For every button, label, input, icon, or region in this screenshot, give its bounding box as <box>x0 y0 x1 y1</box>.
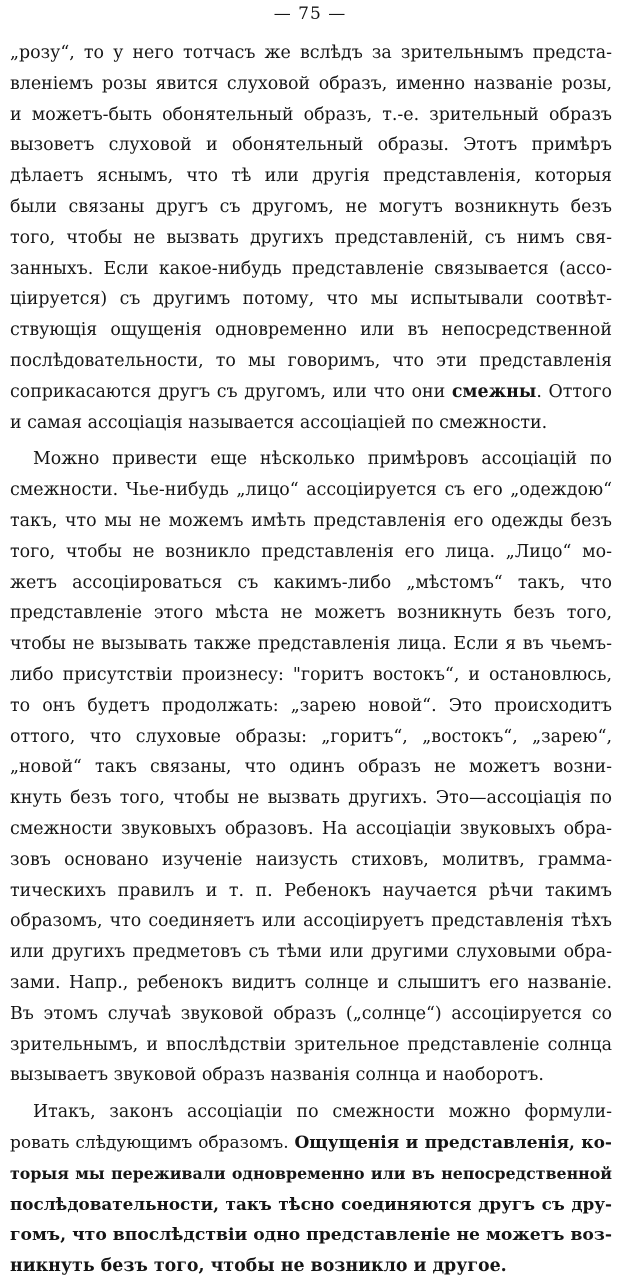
text-line: тическихъ правилъ и т. п. Ребенокъ научается рѣчи такимъ <box>10 880 612 901</box>
law-statement-line: послѣдовательности, такъ тѣсно соединяются другъ съ дру- <box>10 1194 612 1215</box>
text-line: „новой“ такъ связаны, что одинъ образъ не можетъ возни- <box>10 757 612 778</box>
text-line: жетъ ассоціироваться съ какимъ-либо „мѣстомъ“ такъ, что <box>10 572 612 593</box>
text-span: . Оттого <box>536 381 612 402</box>
text-line: послѣдовательности, то мы говоримъ, что эти представленія <box>10 350 612 371</box>
law-statement-line: торыя мы переживали одновременно или въ непосредственной <box>10 1163 612 1183</box>
text-line: зами. Напр., ребенокъ видитъ солнце и слышитъ его названіе. <box>10 972 612 993</box>
body-text <box>10 38 612 1282</box>
law-statement: Ощущенія и представленія, ко- <box>294 1132 612 1153</box>
text-span: ровать слѣдующимъ образомъ. <box>10 1132 295 1153</box>
text-line: вызываетъ звуковой образъ названія солнца и наоборотъ. <box>10 1065 544 1086</box>
text-line: Можно привести еще нѣсколько примѣровъ ассоціацій по <box>33 449 612 470</box>
text-line <box>10 377 612 408</box>
text-line: того, чтобы не вызвать другихъ представленій, съ нимъ свя- <box>10 227 612 248</box>
text-line: ствующія ощущенія одновременно или въ непосредственной <box>10 320 612 341</box>
text-line: либо присутствіи произнесу: "горитъ востокъ“, и остановлюсь, <box>10 664 612 685</box>
text-line: Въ этомъ случаѣ звуковой образъ („солнце“) ассоціируется со <box>10 1003 612 1024</box>
text-line: зовъ основано изученіе наизусть стиховъ, молитвъ, грамма- <box>10 849 612 870</box>
text-line: кнуть безъ того, чтобы не вызвать другихъ. Это—ассоціація по <box>10 788 612 809</box>
text-line: или другихъ предметовъ съ тѣми или другими слуховыми обра- <box>10 942 612 963</box>
text-line: и самая ассоціація называется ассоціаціей по смежности. <box>10 412 548 433</box>
text-line: ціируется) съ другимъ потому, что мы испытывали соотвѣт- <box>10 289 612 310</box>
text-line: были связаны другъ съ другомъ, не могутъ возникнуть безъ <box>10 196 612 217</box>
text-span: соприкасаются другъ съ другомъ, или что они <box>10 381 452 402</box>
text-line: чтобы не вызывать также представленія лица. Если я въ чьемъ- <box>10 634 612 655</box>
text-line: и можетъ-быть обонятельный образъ, т.-е. зрительный образъ <box>10 104 612 125</box>
text-line: то онъ будетъ продолжать: „зарею новой“. Это происходитъ <box>10 695 612 716</box>
text-line: „розу“, то у него тотчасъ же вслѣдъ за зрительнымъ предста- <box>10 43 612 63</box>
text-line: дѣлаетъ яснымъ, что тѣ или другія представленія, которыя <box>10 166 612 187</box>
text-line: того, чтобы не возникло представленія его лица. „Лицо“ мо- <box>10 541 612 562</box>
law-statement-line: гомъ, что впослѣдствіи одно представленіе не можетъ воз- <box>10 1225 612 1246</box>
emphasis-term: смежны <box>451 381 537 402</box>
page-number: — 75 — <box>273 4 347 24</box>
text-line: представленіе этого мѣста не можетъ возникнуть безъ того, <box>10 603 612 624</box>
text-line: оттого, что слуховые образы: „горитъ“, „востокъ“, „зарею“, <box>10 726 612 747</box>
text-line: вызоветъ слуховой и обонятельный образы. Этотъ примѣръ <box>10 135 612 156</box>
text-line: образомъ, что соединяетъ или ассоціируетъ представленія тѣхъ <box>10 911 612 932</box>
text-line: занныхъ. Если какое-нибудь представленіе связывается (ассо- <box>10 258 612 279</box>
text-line <box>10 1128 612 1159</box>
text-line: Итакъ, законъ ассоціаціи по смежности можно формули- <box>33 1102 612 1123</box>
text-line: вленіемъ розы явится слуховой образъ, именно названіе розы, <box>10 73 612 94</box>
text-line: смежности. Чье-нибудь „лицо“ ассоціируется съ его „одеждою“ <box>10 480 612 501</box>
text-line: смежности звуковыхъ образовъ. На ассоціаціи звуковыхъ обра- <box>10 818 612 839</box>
law-statement-line: никнуть безъ того, чтобы не возникло и другое. <box>10 1256 507 1277</box>
text-line: такъ, что мы не можемъ имѣть представленія его одежды безъ <box>10 510 612 531</box>
text-line: зрительнымъ, и впослѣдствіи зрительное представленіе солнца <box>10 1034 612 1055</box>
